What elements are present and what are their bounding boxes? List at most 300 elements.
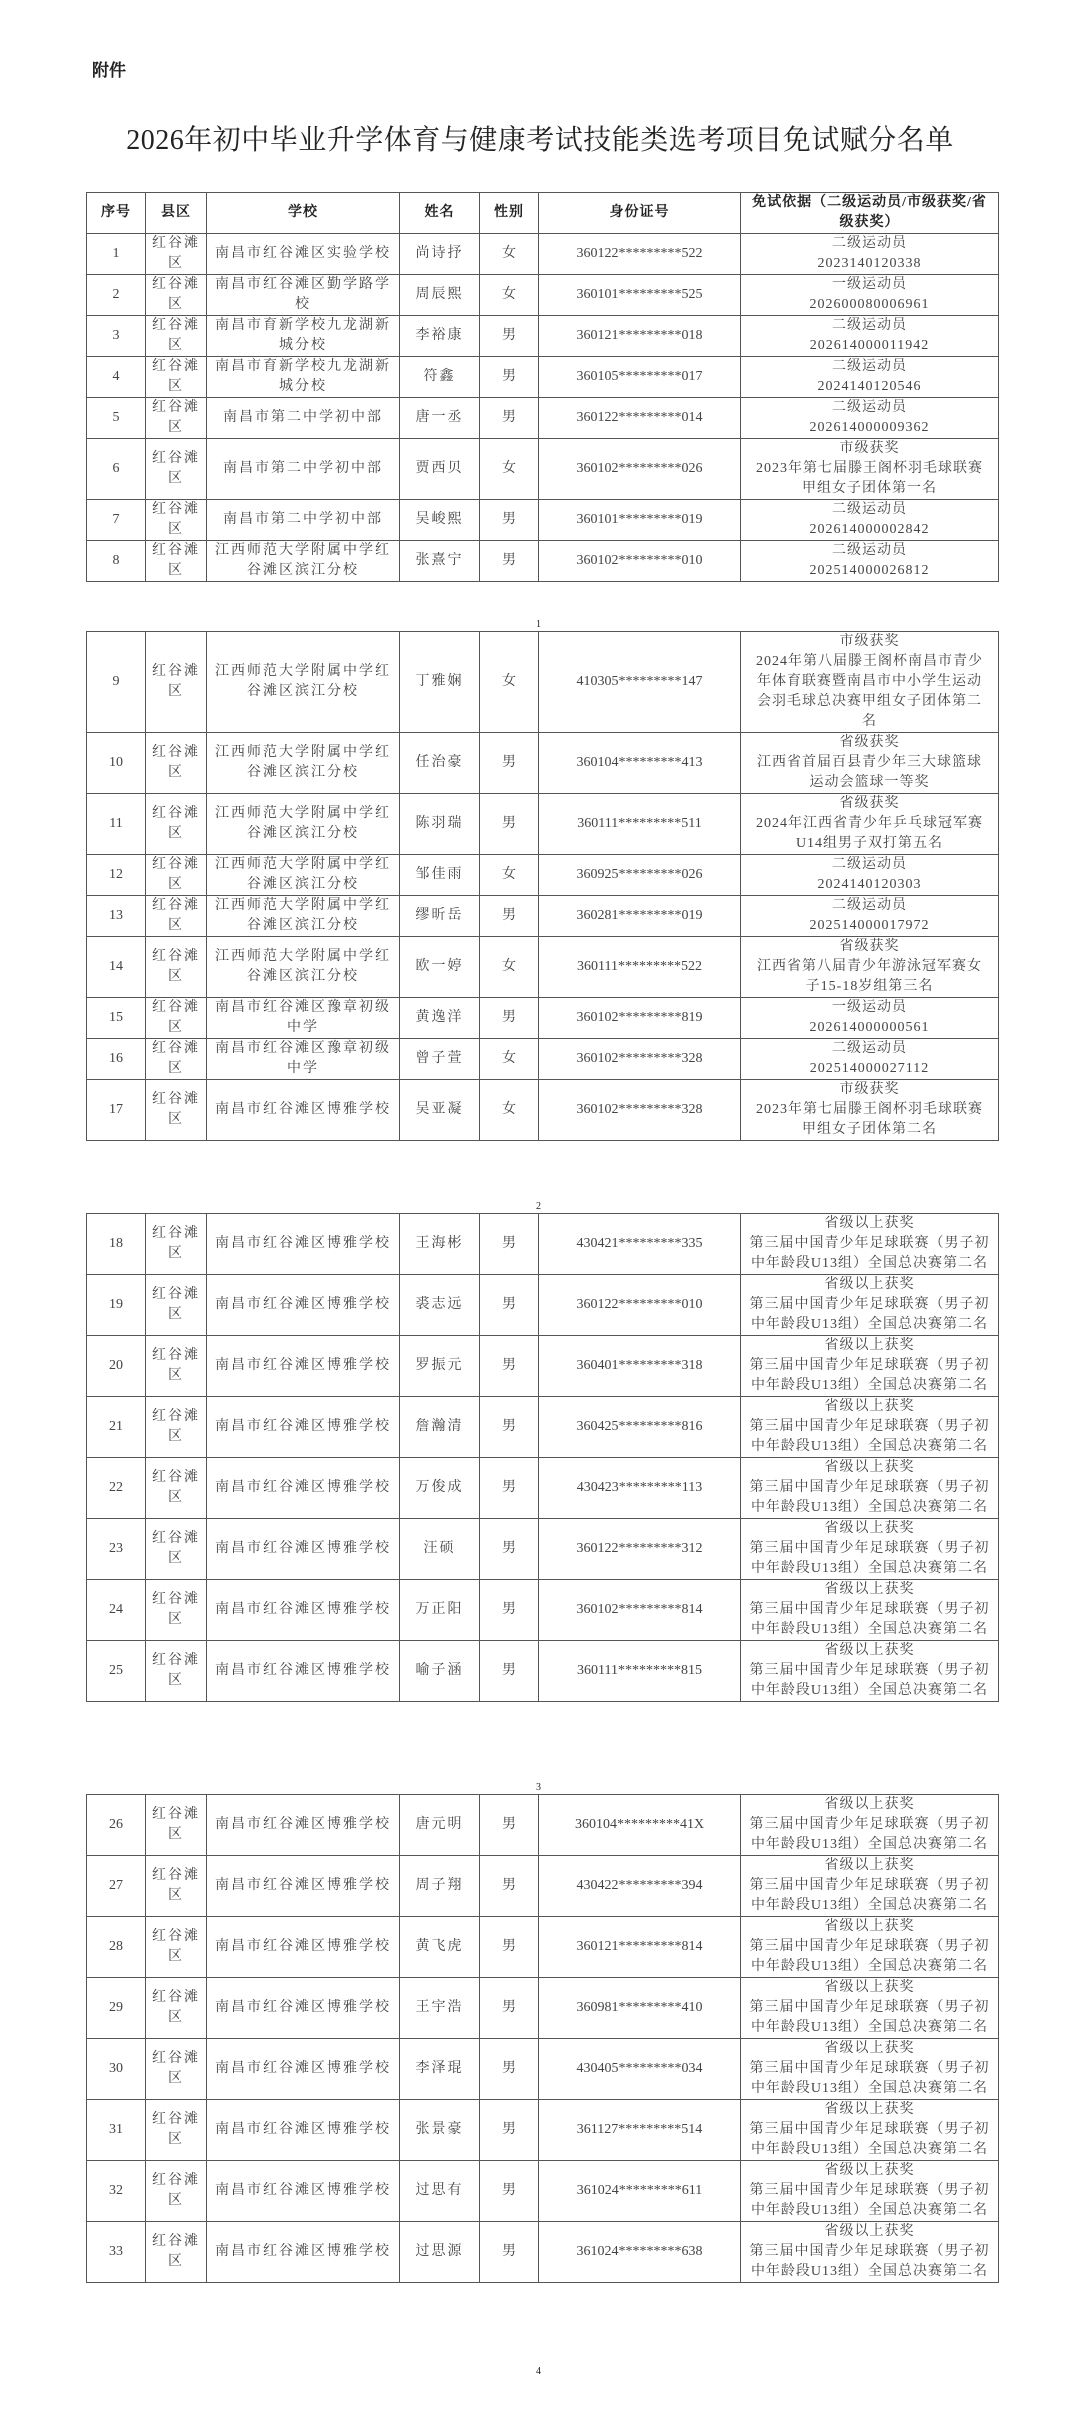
cell-school: 南昌市红谷滩区博雅学校	[207, 1080, 400, 1141]
cell-exemption-basis	[741, 1397, 999, 1458]
cell-school: 南昌市红谷滩区博雅学校	[207, 1641, 400, 1702]
header-exemption-basis: 免试依据（二级运动员/市级获奖/省级获奖）	[741, 193, 999, 234]
basis-line: 江西省首届百县青少年三大球篮球	[757, 755, 982, 770]
basis-line: 年体育联赛暨南昌市中小学生运动	[757, 674, 982, 689]
basis-line: 省级获奖	[839, 796, 900, 811]
basis-line: 中年龄段U13组）全国总决赛第二名	[750, 1378, 989, 1393]
cell-no: 24	[87, 1580, 146, 1641]
table-row	[87, 2039, 999, 2100]
cell-school: 南昌市红谷滩区博雅学校	[207, 1519, 400, 1580]
cell-name: 吴亚凝	[400, 1080, 480, 1141]
table-row	[87, 1856, 999, 1917]
page-number: 2	[536, 1201, 541, 1212]
basis-line: 第三届中国青少年足球联赛（男子初	[749, 1480, 990, 1495]
cell-name: 汪硕	[400, 1519, 480, 1580]
cell-no: 30	[87, 2039, 146, 2100]
cell-gender: 男	[480, 733, 539, 794]
basis-line: 江西省第八届青少年游泳冠军赛女	[757, 959, 982, 974]
basis-line: 中年龄段U13组）全国总决赛第二名	[750, 2264, 989, 2279]
cell-gender: 男	[480, 2100, 539, 2161]
basis-line: 运动会篮球一等奖	[809, 775, 930, 790]
cell-school: 南昌市红谷滩区博雅学校	[207, 2100, 400, 2161]
page-number: 1	[536, 619, 541, 630]
cell-gender: 男	[480, 1580, 539, 1641]
basis-line: 中年龄段U13组）全国总决赛第二名	[750, 1683, 989, 1698]
cell-id-number: 360121*********018	[539, 316, 741, 357]
cell-name: 罗振元	[400, 1336, 480, 1397]
cell-district: 红谷滩区	[146, 1336, 207, 1397]
cell-district: 红谷滩区	[146, 1580, 207, 1641]
cell-id-number: 410305*********147	[539, 632, 741, 733]
basis-line: 一级运动员	[832, 1000, 907, 1015]
table-row	[87, 1917, 999, 1978]
cell-district: 红谷滩区	[146, 1214, 207, 1275]
cell-school: 南昌市育新学校九龙湖新城分校	[207, 316, 400, 357]
cell-gender: 女	[480, 1080, 539, 1141]
cell-id-number: 360101*********525	[539, 275, 741, 316]
cell-exemption-basis	[741, 1458, 999, 1519]
basis-line: 二级运动员	[832, 502, 907, 517]
table-row	[87, 1336, 999, 1397]
basis-line: 省级获奖	[839, 939, 900, 954]
cell-gender: 男	[480, 1397, 539, 1458]
exemption-table-page-4	[86, 1794, 999, 2283]
basis-line: 第三届中国青少年足球联赛（男子初	[749, 2122, 990, 2137]
cell-no: 8	[87, 541, 146, 582]
cell-district: 红谷滩区	[146, 1039, 207, 1080]
cell-district: 红谷滩区	[146, 1275, 207, 1336]
basis-line: 中年龄段U13组）全国总决赛第二名	[750, 2142, 989, 2157]
exemption-table-page-2	[86, 631, 999, 1141]
cell-exemption-basis	[741, 1039, 999, 1080]
table-row	[87, 500, 999, 541]
basis-line: 2024140120303	[817, 877, 922, 892]
cell-exemption-basis	[741, 500, 999, 541]
table-row	[87, 2161, 999, 2222]
cell-id-number: 360102*********328	[539, 1039, 741, 1080]
table-row	[87, 896, 999, 937]
table-row	[87, 1580, 999, 1641]
basis-line: 2023年第七届滕王阁杯羽毛球联赛	[756, 1102, 983, 1117]
cell-id-number: 360981*********410	[539, 1978, 741, 2039]
cell-id-number: 360104*********413	[539, 733, 741, 794]
basis-line: 202614000002842	[809, 522, 930, 537]
cell-name: 欧一婷	[400, 937, 480, 998]
table-row	[87, 1795, 999, 1856]
basis-line: 第三届中国青少年足球联赛（男子初	[749, 1419, 990, 1434]
attachment-label: 附件	[92, 61, 126, 81]
basis-line: 省级以上获奖	[824, 1338, 915, 1353]
cell-exemption-basis	[741, 855, 999, 896]
cell-exemption-basis	[741, 541, 999, 582]
cell-id-number: 360401*********318	[539, 1336, 741, 1397]
basis-line: 中年龄段U13组）全国总决赛第二名	[750, 1317, 989, 1332]
basis-line: 202614000009362	[809, 420, 930, 435]
basis-line: 省级以上获奖	[824, 1582, 915, 1597]
cell-no: 18	[87, 1214, 146, 1275]
basis-line: 第三届中国青少年足球联赛（男子初	[749, 1939, 990, 1954]
basis-line: 202514000027112	[809, 1061, 930, 1076]
cell-id-number: 361127*********514	[539, 2100, 741, 2161]
cell-gender: 男	[480, 1795, 539, 1856]
cell-school: 江西师范大学附属中学红谷滩区滨江分校	[207, 855, 400, 896]
table-row	[87, 2100, 999, 2161]
cell-name: 万正阳	[400, 1580, 480, 1641]
basis-line: 中年龄段U13组）全国总决赛第二名	[750, 1622, 989, 1637]
cell-no: 27	[87, 1856, 146, 1917]
exemption-table-page-3	[86, 1213, 999, 1702]
cell-name: 喻子涵	[400, 1641, 480, 1702]
cell-district: 红谷滩区	[146, 357, 207, 398]
cell-name: 吴峻熙	[400, 500, 480, 541]
basis-line: 省级以上获奖	[824, 2224, 915, 2239]
basis-line: 中年龄段U13组）全国总决赛第二名	[750, 2203, 989, 2218]
cell-name: 张熹宁	[400, 541, 480, 582]
header-name: 姓名	[400, 193, 480, 234]
cell-no: 32	[87, 2161, 146, 2222]
cell-district: 红谷滩区	[146, 541, 207, 582]
basis-line: 二级运动员	[832, 543, 907, 558]
cell-exemption-basis	[741, 398, 999, 439]
cell-gender: 女	[480, 1039, 539, 1080]
cell-gender: 女	[480, 439, 539, 500]
table-row	[87, 937, 999, 998]
cell-id-number: 360102*********328	[539, 1080, 741, 1141]
cell-district: 红谷滩区	[146, 632, 207, 733]
exemption-table-page-1	[86, 192, 999, 582]
cell-district: 红谷滩区	[146, 1458, 207, 1519]
cell-no: 13	[87, 896, 146, 937]
cell-exemption-basis	[741, 896, 999, 937]
cell-gender: 女	[480, 275, 539, 316]
table-row	[87, 632, 999, 733]
document-title: 2026年初中毕业升学体育与健康考试技能类选考项目免试赋分名单	[126, 125, 954, 156]
cell-name: 周子翔	[400, 1856, 480, 1917]
cell-district: 红谷滩区	[146, 733, 207, 794]
cell-exemption-basis	[741, 1641, 999, 1702]
cell-gender: 男	[480, 1856, 539, 1917]
header-id-number: 身份证号	[539, 193, 741, 234]
cell-no: 2	[87, 275, 146, 316]
cell-exemption-basis	[741, 2100, 999, 2161]
basis-line: 中年龄段U13组）全国总决赛第二名	[750, 1837, 989, 1852]
cell-name: 丁雅娴	[400, 632, 480, 733]
cell-school: 南昌市红谷滩区博雅学校	[207, 2039, 400, 2100]
cell-gender: 男	[480, 357, 539, 398]
cell-no: 22	[87, 1458, 146, 1519]
basis-line: 第三届中国青少年足球联赛（男子初	[749, 1297, 990, 1312]
cell-district: 红谷滩区	[146, 794, 207, 855]
cell-name: 裘志远	[400, 1275, 480, 1336]
basis-line: 第三届中国青少年足球联赛（男子初	[749, 2183, 990, 2198]
cell-district: 红谷滩区	[146, 316, 207, 357]
cell-district: 红谷滩区	[146, 1917, 207, 1978]
cell-gender: 女	[480, 234, 539, 275]
cell-id-number: 360102*********010	[539, 541, 741, 582]
table-row	[87, 733, 999, 794]
page-number: 3	[536, 1782, 541, 1793]
cell-district: 红谷滩区	[146, 998, 207, 1039]
cell-id-number: 360122*********010	[539, 1275, 741, 1336]
cell-school: 南昌市红谷滩区博雅学校	[207, 1856, 400, 1917]
cell-no: 29	[87, 1978, 146, 2039]
cell-no: 4	[87, 357, 146, 398]
cell-name: 周辰熙	[400, 275, 480, 316]
basis-line: 2023年第七届滕王阁杯羽毛球联赛	[756, 461, 983, 476]
cell-no: 14	[87, 937, 146, 998]
cell-district: 红谷滩区	[146, 1397, 207, 1458]
cell-gender: 男	[480, 500, 539, 541]
cell-name: 李泽琨	[400, 2039, 480, 2100]
basis-line: 2024140120546	[817, 379, 922, 394]
basis-line: 第三届中国青少年足球联赛（男子初	[749, 1817, 990, 1832]
basis-line: 第三届中国青少年足球联赛（男子初	[749, 1663, 990, 1678]
cell-district: 红谷滩区	[146, 1856, 207, 1917]
cell-name: 陈羽瑞	[400, 794, 480, 855]
cell-id-number: 360111*********522	[539, 937, 741, 998]
basis-line: 2024年第八届滕王阁杯南昌市青少	[756, 654, 983, 669]
cell-gender: 男	[480, 1978, 539, 2039]
basis-line: 202600080006961	[809, 297, 930, 312]
cell-school: 江西师范大学附属中学红谷滩区滨江分校	[207, 794, 400, 855]
cell-name: 黄逸洋	[400, 998, 480, 1039]
table-row	[87, 541, 999, 582]
cell-gender: 男	[480, 2222, 539, 2283]
basis-line: 第三届中国青少年足球联赛（男子初	[749, 2000, 990, 2015]
header-no: 序号	[87, 193, 146, 234]
cell-school: 南昌市红谷滩区博雅学校	[207, 1397, 400, 1458]
cell-no: 6	[87, 439, 146, 500]
cell-gender: 男	[480, 1275, 539, 1336]
cell-id-number: 360925*********026	[539, 855, 741, 896]
cell-exemption-basis	[741, 1978, 999, 2039]
header-school: 学校	[207, 193, 400, 234]
cell-id-number: 430421*********335	[539, 1214, 741, 1275]
cell-district: 红谷滩区	[146, 2222, 207, 2283]
cell-exemption-basis	[741, 2161, 999, 2222]
basis-line: 中年龄段U13组）全国总决赛第二名	[750, 1256, 989, 1271]
cell-gender: 男	[480, 896, 539, 937]
basis-line: 省级以上获奖	[824, 1797, 915, 1812]
cell-id-number: 360121*********814	[539, 1917, 741, 1978]
cell-gender: 男	[480, 398, 539, 439]
table-row	[87, 794, 999, 855]
cell-gender: 男	[480, 1458, 539, 1519]
cell-school: 南昌市第二中学初中部	[207, 500, 400, 541]
basis-line: 二级运动员	[832, 1041, 907, 1056]
cell-no: 3	[87, 316, 146, 357]
cell-name: 任治豪	[400, 733, 480, 794]
cell-name: 过思源	[400, 2222, 480, 2283]
table-row	[87, 439, 999, 500]
cell-gender: 男	[480, 1336, 539, 1397]
basis-line: 市级获奖	[839, 634, 900, 649]
table-row	[87, 1458, 999, 1519]
cell-gender: 男	[480, 1917, 539, 1978]
table-row	[87, 234, 999, 275]
cell-no: 26	[87, 1795, 146, 1856]
cell-id-number: 360105*********017	[539, 357, 741, 398]
cell-district: 红谷滩区	[146, 398, 207, 439]
cell-gender: 男	[480, 1641, 539, 1702]
basis-line: 省级以上获奖	[824, 1980, 915, 1995]
basis-line: 省级获奖	[839, 735, 900, 750]
basis-line: 第三届中国青少年足球联赛（男子初	[749, 1878, 990, 1893]
cell-id-number: 360104*********41X	[539, 1795, 741, 1856]
cell-gender: 男	[480, 316, 539, 357]
cell-exemption-basis	[741, 937, 999, 998]
table-header-row	[87, 193, 999, 234]
basis-line: 二级运动员	[832, 359, 907, 374]
cell-district: 红谷滩区	[146, 2161, 207, 2222]
basis-line: 市级获奖	[839, 1082, 900, 1097]
cell-exemption-basis	[741, 1336, 999, 1397]
cell-id-number: 360102*********814	[539, 1580, 741, 1641]
table-row	[87, 998, 999, 1039]
cell-no: 20	[87, 1336, 146, 1397]
cell-no: 9	[87, 632, 146, 733]
cell-exemption-basis	[741, 1275, 999, 1336]
cell-school: 南昌市红谷滩区豫章初级中学	[207, 998, 400, 1039]
cell-school: 南昌市红谷滩区博雅学校	[207, 1795, 400, 1856]
basis-line: 202514000017972	[809, 918, 930, 933]
cell-gender: 男	[480, 1519, 539, 1580]
table-row	[87, 1275, 999, 1336]
basis-line: 二级运动员	[832, 318, 907, 333]
cell-gender: 女	[480, 632, 539, 733]
cell-id-number: 430423*********113	[539, 1458, 741, 1519]
cell-district: 红谷滩区	[146, 1795, 207, 1856]
cell-gender: 男	[480, 1214, 539, 1275]
cell-school: 南昌市红谷滩区博雅学校	[207, 1336, 400, 1397]
cell-name: 黄飞虎	[400, 1917, 480, 1978]
cell-exemption-basis	[741, 316, 999, 357]
basis-line: 二级运动员	[832, 400, 907, 415]
basis-line: 省级以上获奖	[824, 1399, 915, 1414]
basis-line: 省级以上获奖	[824, 2102, 915, 2117]
cell-school: 南昌市红谷滩区博雅学校	[207, 1917, 400, 1978]
cell-school: 南昌市红谷滩区豫章初级中学	[207, 1039, 400, 1080]
cell-exemption-basis	[741, 1580, 999, 1641]
basis-line: 二级运动员	[832, 236, 907, 251]
cell-exemption-basis	[741, 2039, 999, 2100]
basis-line: 省级以上获奖	[824, 1216, 915, 1231]
cell-district: 红谷滩区	[146, 1080, 207, 1141]
cell-gender: 男	[480, 2039, 539, 2100]
cell-district: 红谷滩区	[146, 234, 207, 275]
basis-line: 名	[862, 714, 877, 729]
basis-line: 中年龄段U13组）全国总决赛第二名	[750, 2020, 989, 2035]
cell-exemption-basis	[741, 357, 999, 398]
cell-no: 11	[87, 794, 146, 855]
cell-no: 23	[87, 1519, 146, 1580]
table-row	[87, 275, 999, 316]
cell-id-number: 360122*********522	[539, 234, 741, 275]
cell-name: 尚诗抒	[400, 234, 480, 275]
header-gender: 性别	[480, 193, 539, 234]
cell-name: 詹瀚清	[400, 1397, 480, 1458]
cell-name: 唐元明	[400, 1795, 480, 1856]
basis-line: 省级以上获奖	[824, 1858, 915, 1873]
cell-no: 21	[87, 1397, 146, 1458]
cell-no: 25	[87, 1641, 146, 1702]
cell-exemption-basis	[741, 632, 999, 733]
cell-exemption-basis	[741, 1080, 999, 1141]
cell-id-number: 360425*********816	[539, 1397, 741, 1458]
cell-school: 南昌市红谷滩区实验学校	[207, 234, 400, 275]
cell-school: 江西师范大学附属中学红谷滩区滨江分校	[207, 937, 400, 998]
table-row	[87, 316, 999, 357]
cell-school: 南昌市红谷滩区博雅学校	[207, 1214, 400, 1275]
basis-line: 2023140120338	[817, 256, 922, 271]
cell-no: 28	[87, 1917, 146, 1978]
cell-school: 南昌市红谷滩区博雅学校	[207, 2222, 400, 2283]
basis-line: 省级以上获奖	[824, 2163, 915, 2178]
table-row	[87, 1397, 999, 1458]
table-row	[87, 1214, 999, 1275]
table-row	[87, 855, 999, 896]
basis-line: 中年龄段U13组）全国总决赛第二名	[750, 2081, 989, 2096]
cell-gender: 男	[480, 794, 539, 855]
cell-name: 张景豪	[400, 2100, 480, 2161]
cell-district: 红谷滩区	[146, 1641, 207, 1702]
basis-line: 202514000026812	[809, 563, 930, 578]
cell-exemption-basis	[741, 439, 999, 500]
cell-no: 31	[87, 2100, 146, 2161]
basis-line: 二级运动员	[832, 857, 907, 872]
cell-no: 7	[87, 500, 146, 541]
basis-line: 会羽毛球总决赛甲组女子团体第二	[757, 694, 982, 709]
cell-gender: 女	[480, 855, 539, 896]
cell-school: 南昌市红谷滩区博雅学校	[207, 2161, 400, 2222]
table-row	[87, 2222, 999, 2283]
cell-school: 南昌市第二中学初中部	[207, 398, 400, 439]
cell-exemption-basis	[741, 2222, 999, 2283]
cell-gender: 男	[480, 998, 539, 1039]
cell-exemption-basis	[741, 275, 999, 316]
cell-exemption-basis	[741, 1519, 999, 1580]
cell-name: 李裕康	[400, 316, 480, 357]
cell-id-number: 360101*********019	[539, 500, 741, 541]
basis-line: 省级以上获奖	[824, 1919, 915, 1934]
cell-id-number: 360102*********819	[539, 998, 741, 1039]
cell-exemption-basis	[741, 1795, 999, 1856]
cell-id-number: 361024*********638	[539, 2222, 741, 2283]
table-row	[87, 398, 999, 439]
basis-line: 一级运动员	[832, 277, 907, 292]
basis-line: 省级以上获奖	[824, 1643, 915, 1658]
basis-line: 甲组女子团体第一名	[802, 481, 937, 496]
cell-exemption-basis	[741, 998, 999, 1039]
cell-gender: 男	[480, 2161, 539, 2222]
basis-line: 第三届中国青少年足球联赛（男子初	[749, 1236, 990, 1251]
cell-school: 南昌市红谷滩区博雅学校	[207, 1978, 400, 2039]
basis-line: 甲组女子团体第二名	[802, 1122, 937, 1137]
table-row	[87, 1519, 999, 1580]
cell-district: 红谷滩区	[146, 1978, 207, 2039]
cell-id-number: 430422*********394	[539, 1856, 741, 1917]
cell-exemption-basis	[741, 1856, 999, 1917]
basis-line: 省级以上获奖	[824, 2041, 915, 2056]
basis-line: 市级获奖	[839, 441, 900, 456]
cell-id-number: 360102*********026	[539, 439, 741, 500]
page-number: 4	[536, 2366, 541, 2377]
cell-district: 红谷滩区	[146, 855, 207, 896]
cell-no: 10	[87, 733, 146, 794]
cell-district: 红谷滩区	[146, 2039, 207, 2100]
basis-line: 省级以上获奖	[824, 1521, 915, 1536]
cell-name: 符鑫	[400, 357, 480, 398]
